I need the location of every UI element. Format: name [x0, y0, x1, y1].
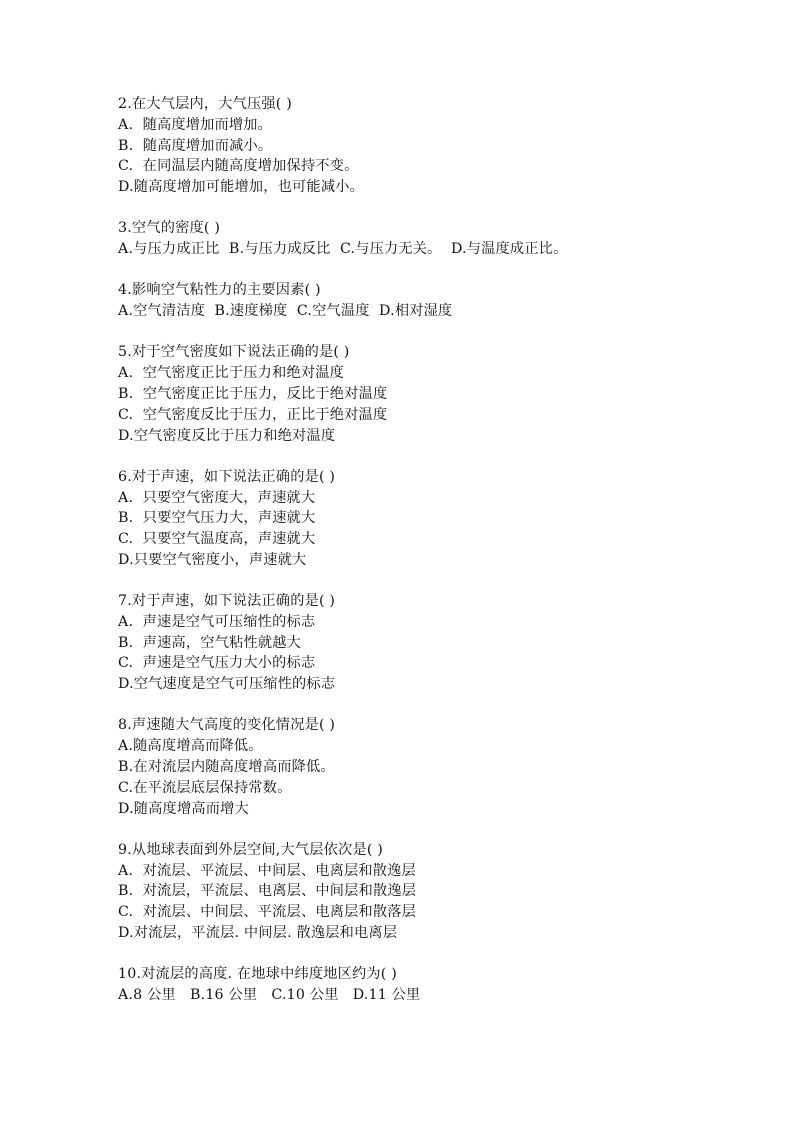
option-line: B.在对流层内随高度增高而降低。 [118, 759, 335, 776]
option-line: D.对流层，平流层. 中间层. 散逸层和电离层 [118, 925, 398, 942]
option-line: C. 声速是空气压力大小的标志 [118, 655, 316, 672]
question-7 [118, 591, 718, 695]
option-line: A. 对流层、平流层、中间层、电离层和散逸层 [118, 862, 416, 879]
option-line: D.只要空气密度小，声速就大 [118, 551, 307, 568]
question-stem: 9.从地球表面到外层空间,大气层依次是( ) [118, 841, 384, 858]
question-4 [118, 280, 718, 322]
question-stem: 2.在大气层内，大气压强( ) [118, 96, 292, 112]
question-stem: 3.空气的密度( ) [118, 220, 221, 237]
question-stem: 7.对于声速，如下说法正确的是( ) [118, 593, 336, 610]
option-line: A.8 公里 B.16 公里 C.10 公里 D.11 公里 [118, 987, 421, 1004]
option-line: A. 空气密度正比于压力和绝对温度 [118, 365, 345, 382]
option-line: C.在平流层底层保持常数。 [118, 779, 292, 796]
option-line: B. 只要空气压力大，声速就大 [118, 510, 316, 527]
question-6 [118, 467, 718, 571]
question-10 [118, 964, 718, 1006]
question-9 [118, 840, 718, 944]
question-stem: 10.对流层的高度. 在地球中纬度地区约为( ) [118, 966, 397, 983]
question-list [118, 94, 718, 1026]
question-2 [118, 94, 718, 198]
option-line: D.空气密度反比于压力和绝对温度 [118, 427, 336, 444]
option-line: D.随高度增高而增大 [118, 800, 249, 817]
option-line: D.随高度增加可能增加，也可能减小。 [118, 179, 364, 196]
option-line: B. 空气密度正比于压力，反比于绝对温度 [118, 385, 388, 402]
question-stem: 8.声速随大气高度的变化情况是( ) [118, 717, 336, 734]
option-line: D.空气速度是空气可压缩性的标志 [118, 676, 336, 693]
option-line: B. 随高度增加而减小。 [118, 137, 273, 154]
option-line: B. 对流层，平流层、电离层、中间层和散逸层 [118, 883, 417, 900]
question-8 [118, 715, 718, 819]
question-stem: 4.影响空气粘性力的主要因素( ) [118, 282, 321, 299]
option-line: A.空气清洁度 B.速度梯度 C.空气温度 D.相对湿度 [118, 303, 453, 320]
option-line: A. 随高度增加而增加。 [118, 116, 273, 133]
question-stem: 6.对于声速，如下说法正确的是( ) [118, 468, 336, 485]
option-line: C. 只要空气温度高，声速就大 [118, 531, 316, 548]
option-line: C. 在同温层内随高度增加保持不变。 [118, 158, 359, 175]
question-5 [118, 342, 718, 446]
option-line: A. 只要空气密度大，声速就大 [118, 489, 316, 506]
option-line: C. 对流层、中间层、平流层、电离层和散落层 [118, 904, 417, 921]
option-line: A. 声速是空气可压缩性的标志 [118, 613, 316, 630]
question-3 [118, 218, 718, 260]
option-line: A.与压力成正比 B.与压力成反比 C.与压力无关。 D.与温度成正比。 [118, 241, 568, 258]
option-line: B. 声速高，空气粘性就越大 [118, 634, 302, 651]
question-stem: 5.对于空气密度如下说法正确的是( ) [118, 344, 350, 361]
option-line: C. 空气密度反比于压力，正比于绝对温度 [118, 406, 388, 423]
option-line: A.随高度增高而降低。 [118, 738, 263, 755]
